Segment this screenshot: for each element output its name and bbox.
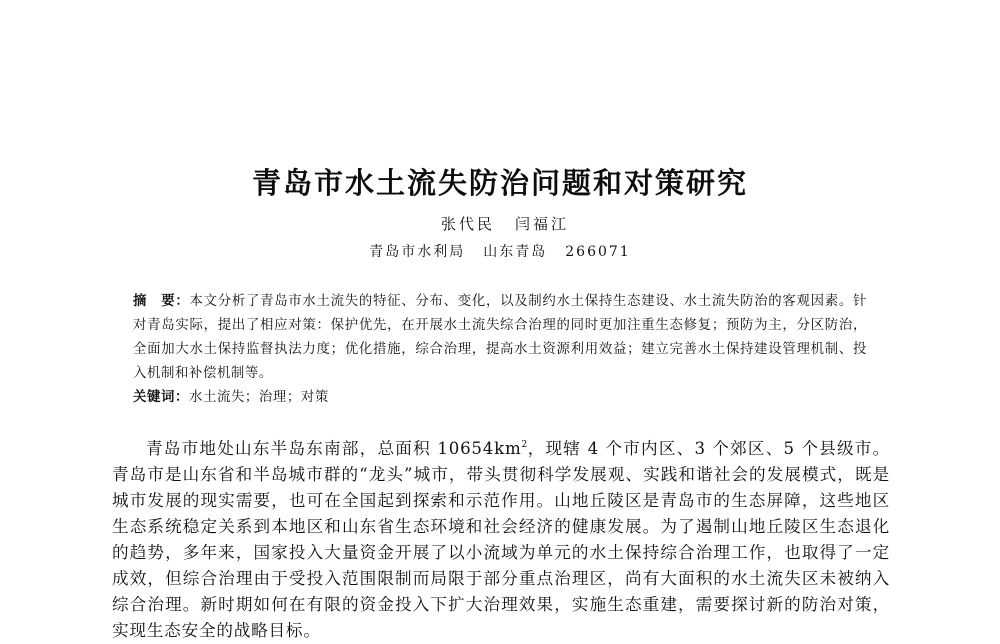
area-unit-superscript: 2: [521, 440, 528, 450]
paper-title: 青岛市水土流失防治问题和对策研究: [251, 166, 748, 201]
abstract-label: 摘 要：: [133, 294, 190, 309]
body-text-segment: 青岛市地处山东半岛东南部，总面积 10654km: [146, 439, 522, 458]
author-affiliation: [0, 241, 1000, 263]
affiliation-organization: 青岛市水利局: [369, 244, 466, 260]
author-list: [0, 213, 1000, 235]
author-name: 张代民: [440, 215, 495, 233]
abstract-text: 本文分析了青岛市水土流失的特征、分布、变化，以及制约水土保持生态建设、水土流失防治的客观因素。针对青岛实际，提出了相应对策：保护优先，在开展水土流失综合治理的同时更加注重生态修复；预防为主，分区防治，全面加大水土保持监督执法力度；优化措施，综合治理，提高水土资源利用效益；建立完善水土保持建设管理机制、投入机制和补偿机制等。: [133, 294, 868, 381]
body-text-segment: ，现辖 4 个市内区、3 个郊区、5 个县级市。青岛市是山东省和半岛城市群的“龙头”城市，带头贯彻科学发展观、实践和谐社会的发展模式，既是城市发展的现实需要，也可在全国起到探索和示范作用。山地丘陵区是青岛市的生态屏障，这些地区生态系统稳定关系到本地区和山东省生态环境和社会经济的健康发展。为了遏制山地丘陵区生态退化的趋势，多年来，国家投入大量资金开展了以小流域为单元的水土保持综合治理工作，也取得了一定成效，但综合治理由于受投入范围限制而局限于部分重点治理区，尚有大面积的水土流失区未被纳入综合治理。新时期如何在有限的资金投入下扩大治理效果，实施生态重建，需要探讨新的防治对策，实现生态安全的战略目标。: [112, 439, 890, 640]
affiliation-postal-code: 266071: [565, 244, 631, 260]
keywords-block: [133, 386, 867, 410]
body-paragraph: [112, 432, 890, 644]
keywords-label: 关键词：: [133, 390, 189, 405]
abstract-block: [133, 290, 867, 386]
author-name: 闫福江: [515, 215, 570, 233]
affiliation-location: 山东青岛: [483, 244, 548, 260]
keywords-text: 水土流失；治理；对策: [188, 390, 329, 405]
